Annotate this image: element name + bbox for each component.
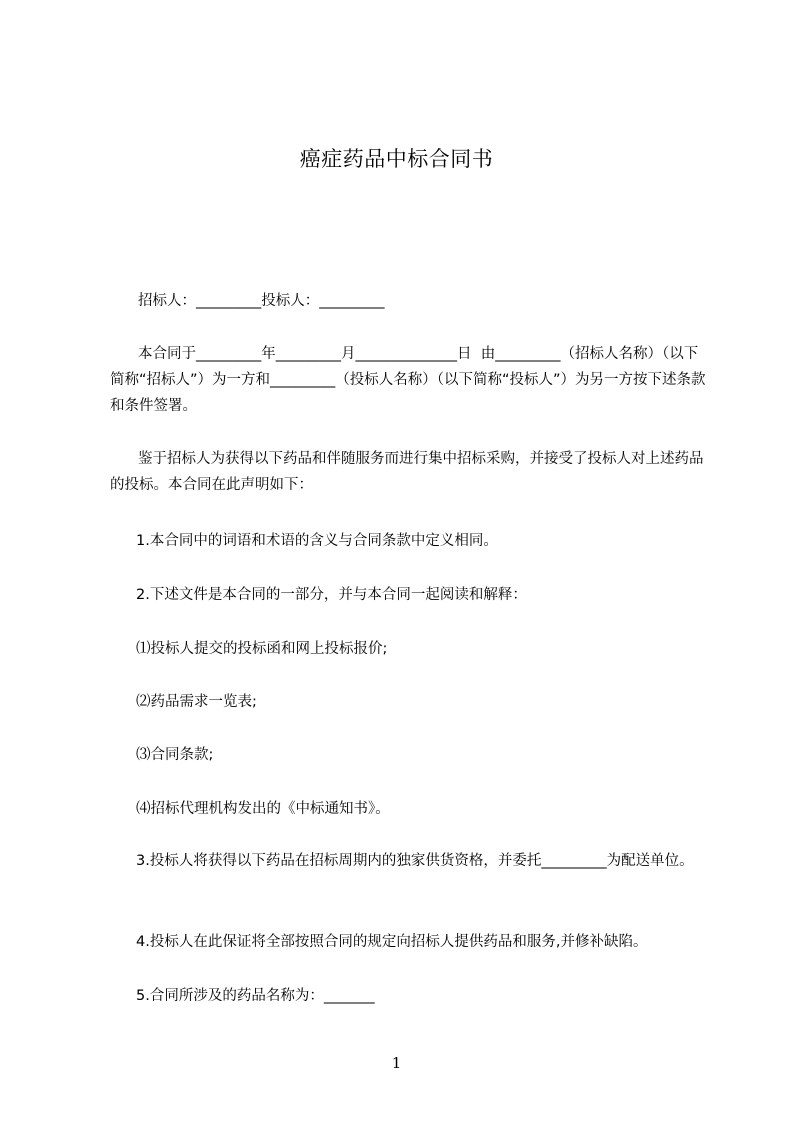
parties-line: 招标人：_________投标人：_________ [138,293,385,309]
clause-5: 5.合同所涉及的药品名称为：_______ [136,988,375,1004]
document-title: 癌症药品中标合同书 [299,147,494,171]
contract-intro-paragraph: 本合同于_________年_________月______________日 由_________（招标人名称）（以下简称“招标人”）为一方和_________（投标人名称）（以下简称“投标人”）为另一方按下述条款和条件签署。 [110,346,706,414]
clause-4: 4.投标人在此保证将全部按照合同的规定向招标人提供药品和服务,并修补缺陷。 [136,934,648,950]
preamble-paragraph: 鉴于招标人为获得以下药品和伴随服务而进行集中招标采购，并接受了投标人对上述药品的投标。本合同在此声明如下： [110,451,704,493]
sub-item-1: ⑴投标人提交的投标函和网上投标报价; [136,641,388,657]
clause-1: 1.本合同中的词语和术语的含义与合同条款中定义相同。 [136,533,498,549]
sub-item-3: ⑶合同条款; [136,747,214,763]
sub-item-4: ⑷招标代理机构发出的《中标通知书》。 [136,801,390,817]
clause-3: 3.投标人将获得以下药品在招标周期内的独家供货资格，并委托_________为配送单位。 [136,853,694,869]
sub-item-2: ⑵药品需求一览表; [136,694,257,710]
clause-2: 2.下述文件是本合同的一部分，并与本合同一起阅读和解释： [136,587,527,603]
page-number: 1 [391,1054,402,1072]
